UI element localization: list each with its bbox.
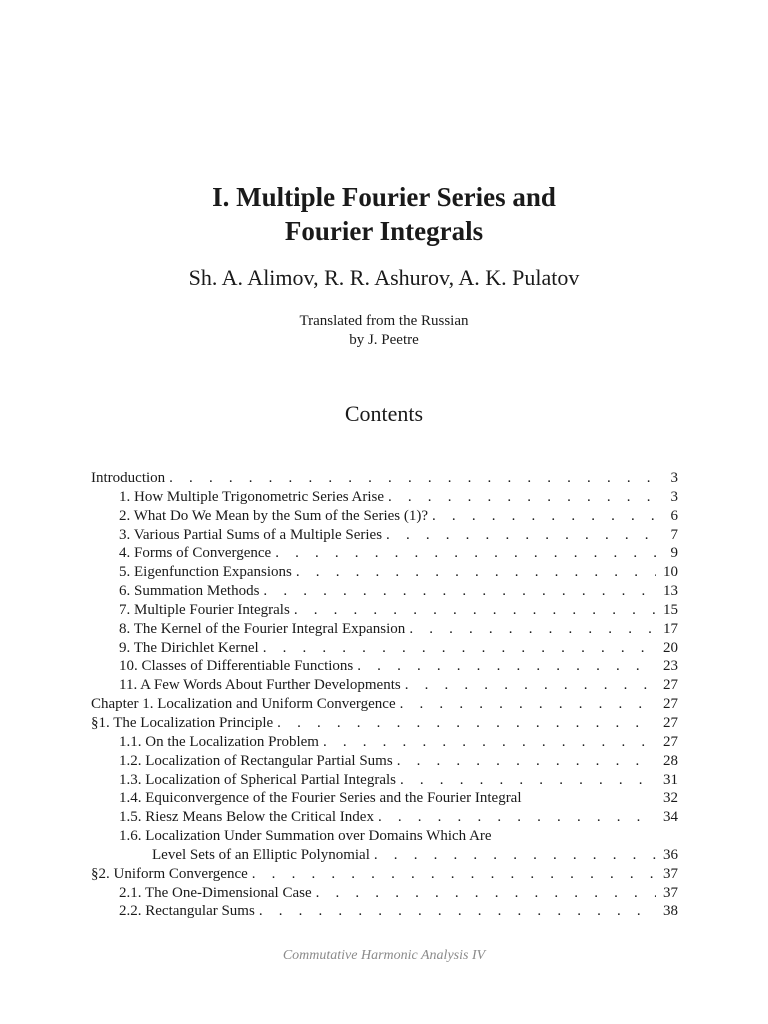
toc-entry-page: 7 bbox=[670, 526, 678, 543]
toc-dot-leader bbox=[319, 733, 656, 752]
toc-entry-page: 17 bbox=[663, 620, 678, 637]
toc-entry-page: 9 bbox=[670, 545, 678, 562]
toc-entry-title: 1. How Multiple Trigonometric Series Arise bbox=[119, 488, 384, 505]
toc-entry-page: 36 bbox=[663, 846, 678, 863]
toc-entry-page: 37 bbox=[663, 865, 678, 882]
toc-entry-page: 27 bbox=[663, 677, 678, 694]
toc-dot-leader bbox=[353, 657, 656, 676]
toc-dot-leader bbox=[393, 752, 656, 771]
toc-entry-title: 1.1. On the Localization Problem bbox=[119, 733, 319, 750]
toc-dot-leader bbox=[401, 676, 656, 695]
toc-dot-leader bbox=[259, 639, 656, 658]
toc-entry bbox=[91, 488, 678, 507]
toc-dot-leader bbox=[292, 563, 656, 582]
toc-entry-title: 6. Summation Methods bbox=[119, 583, 260, 600]
toc-entry bbox=[91, 827, 678, 846]
toc-entry-page: 31 bbox=[663, 771, 678, 788]
toc-dot-leader bbox=[396, 695, 656, 714]
toc-entry-title: Level Sets of an Elliptic Polynomial bbox=[152, 846, 370, 863]
toc-dot-leader bbox=[255, 902, 656, 921]
toc-entry-page: 15 bbox=[663, 601, 678, 618]
toc-entry-title: 1.6. Localization Under Summation over Domains Which Are bbox=[119, 828, 492, 845]
toc-entry-title: 2. What Do We Mean by the Sum of the Series (1)? bbox=[119, 507, 429, 524]
toc-dot-leader bbox=[370, 846, 656, 865]
toc-entry bbox=[91, 714, 678, 733]
toc-entry-title: 4. Forms of Convergence bbox=[119, 545, 272, 562]
toc-entry-page: 3 bbox=[670, 470, 678, 486]
toc-entry-page: 6 bbox=[670, 507, 678, 524]
toc-entry bbox=[91, 846, 678, 865]
toc-entry-title: 1.3. Localization of Spherical Partial Integrals bbox=[119, 771, 396, 788]
toc-entry-page: 38 bbox=[663, 903, 678, 920]
toc-entry bbox=[91, 507, 678, 526]
toc-dot-leader bbox=[312, 884, 656, 903]
toc-entry bbox=[91, 695, 678, 714]
toc-dot-leader bbox=[259, 582, 656, 601]
chapter-title bbox=[0, 180, 768, 248]
toc-entry-page: 27 bbox=[663, 696, 678, 713]
toc-entry-title: 1.2. Localization of Rectangular Partial Sums bbox=[119, 752, 393, 769]
toc-entry bbox=[91, 789, 678, 808]
toc-entry-title: §1. The Localization Principle bbox=[91, 714, 274, 731]
toc-dot-leader bbox=[165, 469, 656, 488]
toc-entry-title: 8. The Kernel of the Fourier Integral Expansion bbox=[119, 620, 406, 637]
toc-entry-page: 3 bbox=[670, 488, 678, 505]
toc-entry-page: 27 bbox=[663, 714, 678, 731]
toc-entry bbox=[91, 902, 678, 921]
chapter-title-line-1: I. Multiple Fourier Series and bbox=[212, 182, 556, 212]
toc-entry-title: 10. Classes of Differentiable Functions bbox=[119, 658, 354, 675]
toc-entry-title: 3. Various Partial Sums of a Multiple Series bbox=[119, 526, 383, 543]
toc-entry-page: 32 bbox=[663, 790, 678, 807]
toc-entry-title: 9. The Dirichlet Kernel bbox=[119, 639, 259, 656]
toc-entry bbox=[91, 752, 678, 771]
contents-heading: Contents bbox=[344, 401, 424, 426]
toc-entry-page: 34 bbox=[663, 809, 678, 826]
toc-entry bbox=[91, 676, 678, 695]
toc-entry-title: §2. Uniform Convergence bbox=[91, 865, 248, 882]
toc-dot-leader bbox=[290, 601, 656, 620]
translation-line-1: Translated from the Russian bbox=[299, 313, 469, 329]
table-of-contents bbox=[91, 469, 678, 921]
toc-entry bbox=[91, 601, 678, 620]
toc-dot-leader bbox=[382, 526, 656, 545]
toc-dot-leader bbox=[248, 865, 656, 884]
toc-entry bbox=[91, 884, 678, 903]
toc-entry bbox=[91, 526, 678, 545]
toc-entry-title: Introduction bbox=[91, 470, 166, 486]
toc-dot-leader bbox=[374, 808, 656, 827]
translation-line-2: by J. Peetre bbox=[349, 332, 419, 348]
toc-entry bbox=[91, 582, 678, 601]
toc-entry-page: 20 bbox=[663, 639, 678, 656]
toc-dot-leader bbox=[271, 544, 656, 563]
toc-dot-leader bbox=[428, 507, 656, 526]
toc-entry-title: 2.2. Rectangular Sums bbox=[119, 903, 255, 920]
toc-entry bbox=[91, 563, 678, 582]
toc-entry bbox=[91, 865, 678, 884]
translation-note bbox=[0, 312, 768, 350]
toc-entry-title: 5. Eigenfunction Expansions bbox=[119, 564, 292, 581]
toc-entry-title: Chapter 1. Localization and Uniform Convergence bbox=[91, 696, 396, 713]
page-footer: Commutative Harmonic Analysis IV bbox=[282, 948, 486, 963]
chapter-title-line-2: Fourier Integrals bbox=[284, 216, 484, 246]
toc-entry bbox=[91, 657, 678, 676]
toc-entry bbox=[91, 733, 678, 752]
toc-entry bbox=[91, 639, 678, 658]
toc-dot-leader bbox=[273, 714, 656, 733]
toc-entry-page: 28 bbox=[663, 752, 678, 769]
toc-entry-page: 13 bbox=[663, 583, 678, 600]
toc-entry-page: 10 bbox=[663, 564, 678, 581]
toc-entry-title: 1.5. Riesz Means Below the Critical Index bbox=[119, 809, 374, 826]
toc-entry-page: 37 bbox=[663, 884, 678, 901]
toc-entry-title: 2.1. The One-Dimensional Case bbox=[119, 884, 312, 901]
toc-entry-title: 7. Multiple Fourier Integrals bbox=[119, 601, 290, 618]
authors: Sh. A. Alimov, R. R. Ashurov, A. K. Pulatov bbox=[188, 265, 580, 290]
toc-dot-leader bbox=[405, 620, 656, 639]
toc-entry-title: 11. A Few Words About Further Developments bbox=[119, 677, 401, 694]
toc-entry bbox=[91, 544, 678, 563]
toc-entry bbox=[91, 620, 678, 639]
toc-dot-leader bbox=[396, 771, 656, 790]
toc-entry-page: 23 bbox=[663, 658, 678, 675]
toc-entry bbox=[91, 771, 678, 790]
toc-entry bbox=[91, 469, 678, 488]
toc-entry bbox=[91, 808, 678, 827]
toc-dot-leader bbox=[384, 488, 656, 507]
toc-entry-page: 27 bbox=[663, 733, 678, 750]
toc-entry-title: 1.4. Equiconvergence of the Fourier Series and the Fourier Integral bbox=[119, 790, 522, 807]
